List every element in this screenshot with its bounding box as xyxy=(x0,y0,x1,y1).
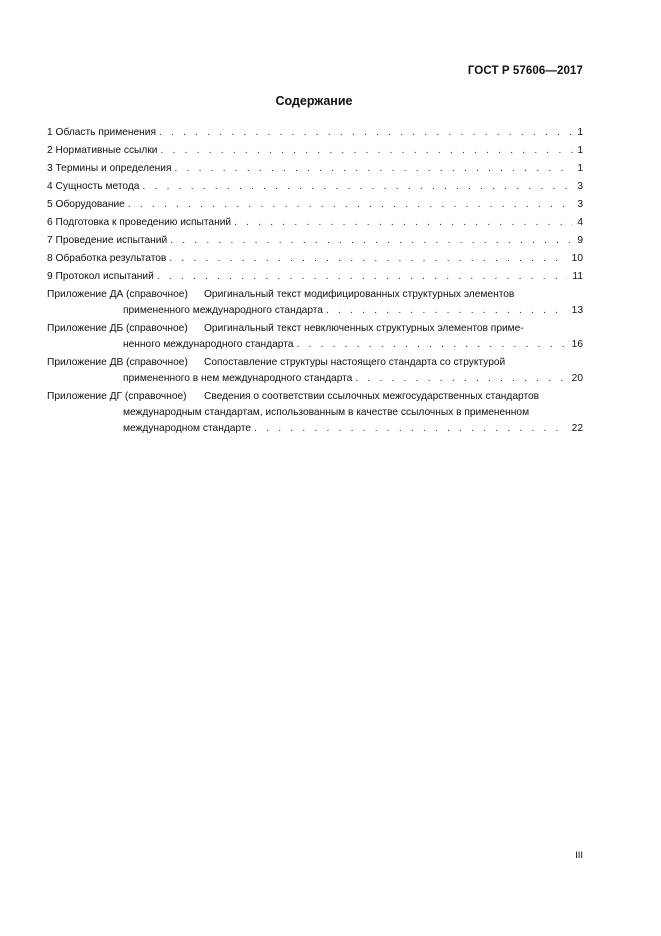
appendix-prefix: Приложение ДА (справочное) xyxy=(47,289,188,300)
toc-appendix-db[interactable] xyxy=(47,321,583,353)
appendix-title-line: Сведения о соответствии ссылочных межгосударственных стандартов xyxy=(204,391,540,402)
toc-leader-dots xyxy=(170,233,573,249)
appendix-title-line: ненного международного стандарта xyxy=(123,339,294,350)
appendix-prefix: Приложение ДВ (справочное) xyxy=(47,357,188,368)
toc-entry-page: 11 xyxy=(572,271,583,282)
toc-entry-number: 2 xyxy=(47,145,53,156)
toc-leader-dots xyxy=(296,337,567,353)
toc-entry-label: Сущность метода xyxy=(55,181,140,192)
toc-entry-page: 3 xyxy=(577,199,583,210)
toc-entry-page: 1 xyxy=(577,163,583,174)
toc-leader-dots xyxy=(128,197,574,213)
toc-entry-number: 3 xyxy=(47,163,53,174)
toc-appendix-dg[interactable] xyxy=(47,389,583,437)
page-number: III xyxy=(575,850,583,861)
toc-entry-number: 8 xyxy=(47,253,53,264)
toc-leader-dots xyxy=(142,179,573,195)
toc-entry-number: 7 xyxy=(47,235,53,246)
table-of-contents xyxy=(47,125,583,439)
toc-entry-number: 9 xyxy=(47,271,53,282)
toc-leader-dots xyxy=(159,125,573,141)
appendix-title-line: международном стандарте xyxy=(123,423,252,434)
toc-leader-dots xyxy=(355,371,567,387)
appendix-prefix: Приложение ДБ (справочное) xyxy=(47,323,188,334)
toc-entry-label: Область применения xyxy=(55,127,156,138)
toc-appendix-dv[interactable] xyxy=(47,355,583,387)
appendix-title-line: Оригинальный текст невключенных структурных элементов приме- xyxy=(204,323,524,334)
toc-entry-page: 1 xyxy=(577,145,583,156)
toc-entry-number: 1 xyxy=(47,127,53,138)
toc-entry-number: 6 xyxy=(47,217,53,228)
toc-entry-label: Оборудование xyxy=(55,199,125,210)
toc-appendix-da[interactable] xyxy=(47,287,583,319)
toc-entry-label: Подготовка к проведению испытаний xyxy=(55,217,232,228)
toc-entry-label: Проведение испытаний xyxy=(55,235,168,246)
toc-entry-page: 4 xyxy=(577,217,583,228)
appendix-title-line: Оригинальный текст модифицированных структурных элементов xyxy=(204,289,515,300)
toc-entry-number: 5 xyxy=(47,199,53,210)
toc-leader-dots xyxy=(169,251,567,267)
toc-entry[interactable] xyxy=(47,215,583,233)
toc-leader-dots xyxy=(157,269,569,285)
toc-entry-page: 10 xyxy=(571,253,583,264)
toc-entry[interactable] xyxy=(47,197,583,215)
appendix-title-line: Сопоставление структуры настоящего стандарта со структурой xyxy=(204,357,506,368)
toc-entry[interactable] xyxy=(47,179,583,197)
appendix-page: 16 xyxy=(571,339,583,350)
toc-entry[interactable] xyxy=(47,143,583,161)
toc-entry[interactable] xyxy=(47,269,583,287)
appendix-title-line: примененного международного стандарта xyxy=(123,305,323,316)
toc-title: Содержание xyxy=(275,94,353,108)
toc-leader-dots xyxy=(326,303,568,319)
toc-entry-label: Термины и определения xyxy=(55,163,172,174)
toc-entry-page: 3 xyxy=(577,181,583,192)
toc-leader-dots xyxy=(160,143,573,159)
toc-entry-page: 9 xyxy=(577,235,583,246)
toc-entry-page: 1 xyxy=(577,127,583,138)
toc-leader-dots xyxy=(254,421,568,437)
toc-entry-label: Нормативные ссылки xyxy=(55,145,158,156)
toc-leader-dots xyxy=(175,161,574,177)
appendix-page: 22 xyxy=(571,423,583,434)
toc-entry[interactable] xyxy=(47,233,583,251)
toc-entry-label: Протокол испытаний xyxy=(55,271,154,282)
appendix-title-line: международным стандартам, использованным в качестве ссылочных в примененном xyxy=(123,407,530,418)
appendix-title-line: примененного в нем международного стандарта xyxy=(123,373,353,384)
toc-entry[interactable] xyxy=(47,251,583,269)
toc-entry-number: 4 xyxy=(47,181,53,192)
toc-entry-label: Обработка результатов xyxy=(55,253,167,264)
document-code: ГОСТ Р 57606—2017 xyxy=(467,65,583,77)
appendix-prefix: Приложение ДГ (справочное) xyxy=(47,391,187,402)
toc-entry[interactable] xyxy=(47,161,583,179)
appendix-page: 20 xyxy=(571,373,583,384)
appendix-page: 13 xyxy=(571,305,583,316)
toc-entry[interactable] xyxy=(47,125,583,143)
toc-leader-dots xyxy=(234,215,573,231)
